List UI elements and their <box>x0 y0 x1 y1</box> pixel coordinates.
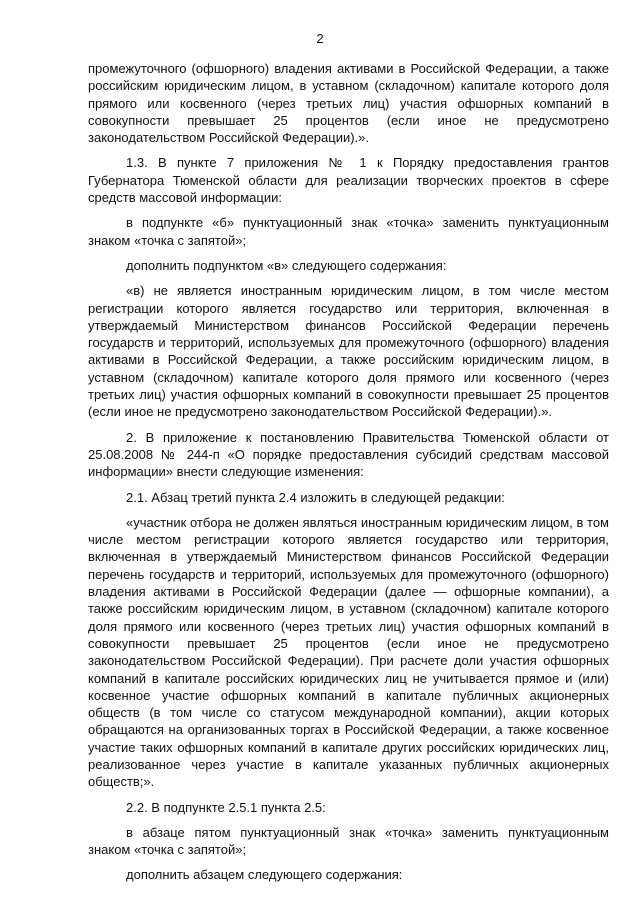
paragraph-offshore-continuation: промежуточного (офшорного) владения активами в Российской Федерации, а также российским юридическим лицом, в уставном (складочном) капитале которого доля прямого или косвенного (через третьих лиц) участия офшорных компаний в совокупности превышает 25 процентов (если иное не предусмотрено законодательством Российской Федерации).». <box>88 61 609 146</box>
paragraph-subitem-v-text: «в) не является иностранным юридическим лицом, в том числе местом регистрации которого является государство или территория, включенная в утверждаемый Министерством финансов Российской Федерации перечень государств и территорий, используемых для промежуточного (офшорного) владения активами в Российской Федерации, а также российским юридическим лицом, в уставном (складочном) капитале которого доля прямого или косвенного (через третьих лиц) участия офшорных компаний в совокупности превышает 25 процентов (если иное не предусмотрено законодательством Российской Федерации).». <box>88 283 609 420</box>
page-number: 2 <box>316 31 324 46</box>
paragraph-add-subitem-v: дополнить подпунктом «в» следующего содержания: <box>126 257 447 273</box>
paragraph-1-3-grants-order: 1.3. В пункте 7 приложения № 1 к Порядку предоставления грантов Губернатора Тюменской области для реализации творческих проектов в сфере средств массовой информации: <box>88 155 609 206</box>
paragraph-fifth-abzac-punctuation: в абзаце пятом пунктуационный знак «точка» заменить пунктуационным знаком «точка с запятой»; <box>88 824 609 858</box>
paragraph-2-2-heading: 2.2. В подпункте 2.5.1 пункта 2.5: <box>126 799 326 815</box>
paragraph-add-abzac: дополнить абзацем следующего содержания: <box>126 867 403 883</box>
paragraph-2-media-subsidies: 2. В приложение к постановлению Правительства Тюменской области от 25.08.2008 № 244-п «О порядке предоставления субсидий средствам массовой информации» внести следующие изменения: <box>88 429 609 480</box>
paragraph-subitem-b-punctuation: в подпункте «б» пунктуационный знак «точка» заменить пунктуационным знаком «точка с запятой»; <box>88 215 609 248</box>
document-body <box>88 60 609 884</box>
paragraph-2-1-selection-participant: «участник отбора не должен являться иностранным юридическим лицом, в том числе местом регистрации которого является государство или территория, включенная в утверждаемый Министерством финансов Российской Федерации перечень государств и территорий, используемых для промежуточного (офшорного) владения активами в Российской Федерации (далее — офшорные компании), а также российским юридическим лицом, в уставном (складочном) капитале которого доля прямого или косвенного (через третьих лиц) участия офшорных компаний в совокупности превышает 25 процентов (если иное не предусмотрено законодательством Российской Федерации). При расчете доли участия офшорных компаний в капитале российских юридических лиц не учитывается прямое и (или) косвенное участие офшорных компаний в капитале публичных акционерных обществ (в том числе со статусом международной компании), акции которых обращаются на организованных торгах в Российской Федерации, а также косвенное участие таких офшорных компаний в капитале других российских юридических лиц, реализованное через участие в капитале указанных публичных акционерных обществ;». <box>88 514 609 790</box>
paragraph-2-1-heading: 2.1. Абзац третий пункта 2.4 изложить в следующей редакции: <box>126 489 505 505</box>
